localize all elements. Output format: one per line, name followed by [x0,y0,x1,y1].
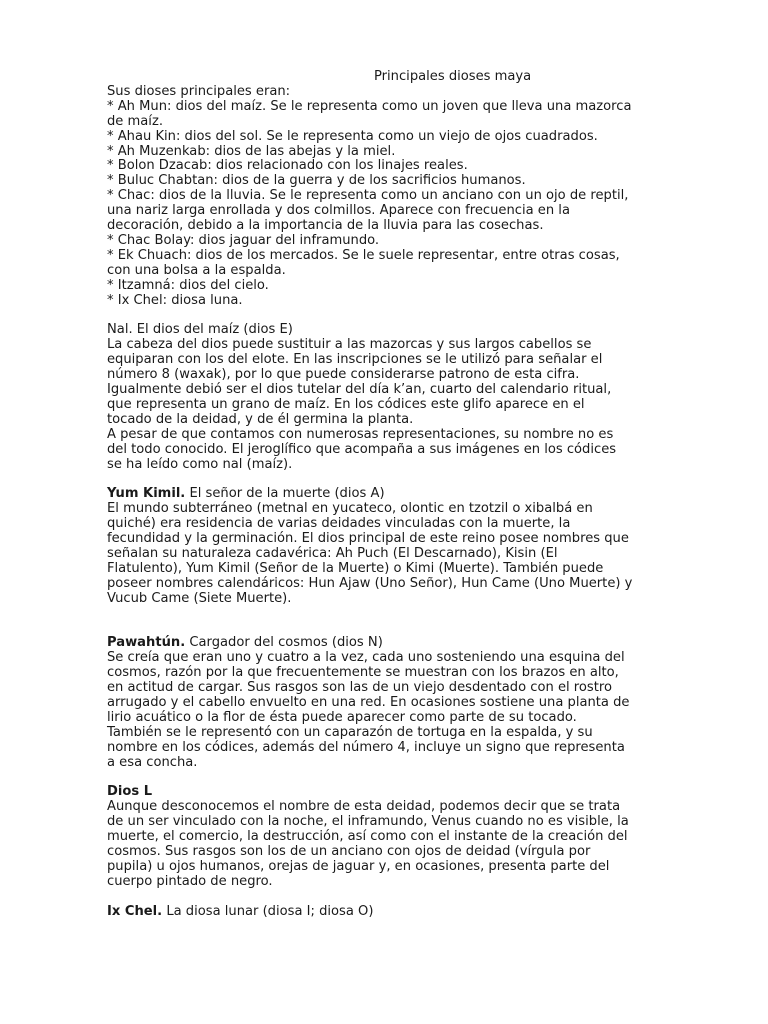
paragraph-line: se ha leído como nal (maíz). [107,456,293,472]
list-item: * Itzamná: dios del cielo. [107,277,269,293]
section-ix-chel [107,905,732,920]
paragraph-line: Vucub Came (Siete Muerte). [107,590,292,606]
list-item: * Ah Muzenkab: dios de las abejas y la miel. [107,143,396,159]
paragraph-line: del todo conocido. El jeroglífico que acompaña a sus imágenes en los códices [107,441,617,457]
list-item: * Bolon Dzacab: dios relacionado con los linajes reales. [107,158,468,174]
paragraph-line: cosmos, razón por la que frecuentemente se muestran con los brazos en alto, [107,665,619,681]
section-nal [107,323,732,472]
section-name: Dios L [107,784,153,800]
document-page [107,70,732,920]
paragraph-line: muerte, el comercio, la destrucción, así como con el instante de la creación del [107,829,628,845]
section-heading [107,487,732,502]
list-item: * Ix Chel: diosa luna. [107,292,243,308]
paragraph-line: tocado de la deidad, y de él germina la planta. [107,411,414,427]
paragraph-line: Aunque desconocemos el nombre de esta deidad, podemos decir que se trata [107,799,621,815]
gods-list [107,100,732,309]
paragraph-line: fecundidad y la germinación. El dios principal de este reino posee nombres que [107,531,629,547]
section-yum-kimil [107,487,732,606]
section-body [107,502,732,606]
paragraph-line: El mundo subterráneo (metnal en yucateco, olontic en tzotzil o xibalbá en [107,501,593,517]
list-item: * Chac: dios de la lluvia. Se le representa como un anciano con un ojo de reptil, [107,188,629,204]
paragraph-line: número 8 (waxak), por lo que puede considerarse patrono de esta cifra. [107,367,580,383]
paragraph-line: Flatulento), Yum Kimil (Señor de la Muerte) o Kimi (Muerte). También puede [107,560,604,576]
section-subtitle: La diosa lunar (diosa I; diosa O) [162,903,374,919]
paragraph-line: de un ser vinculado con la noche, el inframundo, Venus cuando no es visible, la [107,814,629,830]
paragraph-line: A pesar de que contamos con numerosas representaciones, su nombre no es [107,426,614,442]
paragraph-line: señalan su naturaleza cadavérica: Ah Puch (El Descarnado), Kisin (El [107,545,558,561]
section-name: Ix Chel. [107,903,163,919]
section-name: Pawahtún. [107,635,186,651]
list-item: * Buluc Chabtan: dios de la guerra y de los sacrificios humanos. [107,173,526,189]
paragraph-line: quiché) era residencia de varias deidades vinculadas con la muerte, la [107,516,571,532]
paragraph-line: pupila) u ojos humanos, orejas de jaguar y, en ocasiones, presenta parte del [107,858,610,874]
paragraph-line: Se creía que eran uno y cuatro a la vez, cada uno sosteniendo una esquina del [107,650,625,666]
document-title: Principales dioses maya [374,69,532,84]
section-subtitle: Cargador del cosmos (dios N) [185,635,383,651]
list-item: * Ahau Kin: dios del sol. Se le representa como un viejo de ojos cuadrados. [107,128,598,144]
section-name: Yum Kimil. [107,486,186,502]
list-item-continuation: decoración, debido a la importancia de la lluvia para las cosechas. [107,218,544,234]
section-heading [107,636,732,651]
list-item-continuation: una nariz larga enrollada y dos colmillos. Aparece con frecuencia en la [107,203,570,219]
paragraph-line: cosmos. Sus rasgos son los de un anciano con ojos de deidad (vírgula por [107,844,591,860]
section-body [107,338,732,472]
section-dios-l [107,785,732,889]
section-heading [107,905,732,920]
list-item: * Ek Chuach: dios de los mercados. Se le suele representar, entre otras cosas, [107,247,620,263]
paragraph-line: nombre en los códices, además del número 4, incluye un signo que representa [107,739,625,755]
paragraph-line: arrugado y el cabello envuelto en una red. En ocasiones sostiene una planta de [107,695,630,711]
paragraph-line: poseer nombres calendáricos: Hun Ajaw (Uno Señor), Hun Came (Uno Muerte) y [107,575,633,591]
paragraph-line: que representa un grano de maíz. En los códices este glifo aparece en el [107,396,585,412]
section-heading [107,785,732,800]
section-heading [107,323,732,338]
paragraph-line: equiparan con los del elote. En las inscripciones se le utilizó para señalar el [107,352,603,368]
section-subtitle: El señor de la muerte (dios A) [185,486,385,502]
list-item-continuation: con una bolsa a la espalda. [107,262,286,278]
paragraph-line: en actitud de cargar. Sus rasgos son las de un viejo desdentado con el rostro [107,680,612,696]
paragraph-line: La cabeza del dios puede sustituir a las mazorcas y sus largos cabellos se [107,337,592,353]
intro-heading: Sus dioses principales eran: [107,83,291,99]
paragraph-line: Igualmente debió ser el dios tutelar del día k’an, cuarto del calendario ritual, [107,382,612,398]
list-item-continuation: de maíz. [107,113,163,129]
paragraph-line: a esa concha. [107,754,198,770]
list-item: * Chac Bolay: dios jaguar del inframundo. [107,232,380,248]
paragraph-line: lirio acuático o la flor de ésta puede aparecer como parte de su tocado. [107,709,577,725]
paragraph-line: cuerpo pintado de negro. [107,873,273,889]
section-pawahtun [107,636,732,770]
list-item: * Ah Mun: dios del maíz. Se le representa como un joven que lleva una mazorca [107,98,632,114]
section-body [107,651,732,770]
paragraph-line: También se le representó con un caparazón de tortuga en la espalda, y su [107,724,593,740]
section-subtitle: Nal. El dios del maíz (dios E) [107,322,293,338]
section-body [107,800,732,889]
